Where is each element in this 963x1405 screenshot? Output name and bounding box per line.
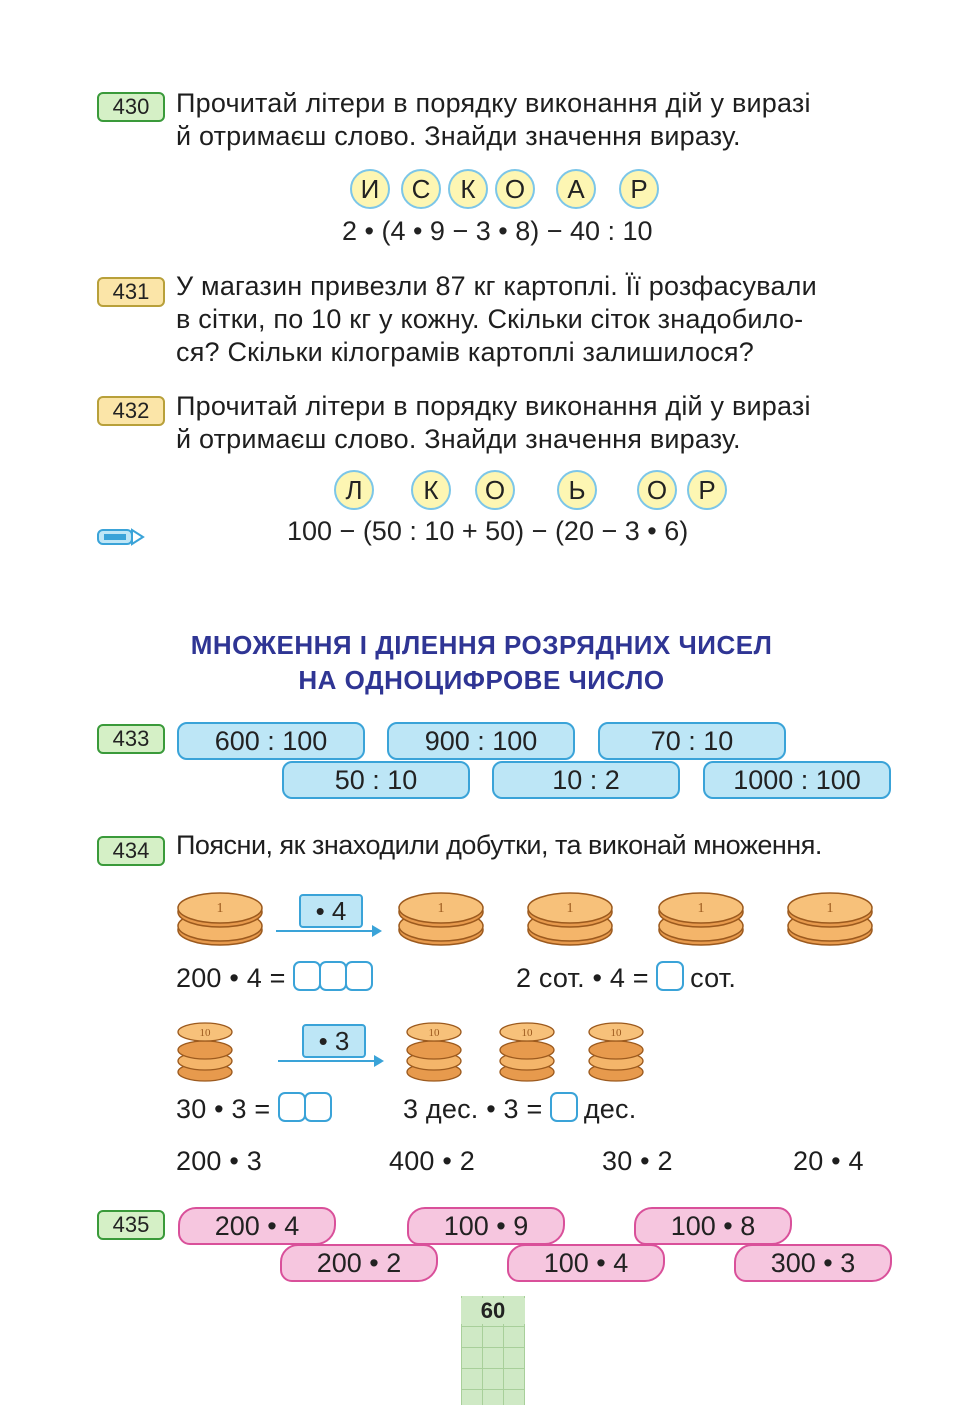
coin-stack-icon (526, 890, 616, 950)
answer-cell[interactable] (550, 1092, 578, 1122)
expression-box: 100 • 9 (407, 1207, 565, 1245)
expression-box: 100 • 8 (634, 1207, 792, 1245)
page-number: 60 (461, 1298, 525, 1324)
exercise-number-432: 432 (97, 396, 165, 426)
letter-circle: О (475, 470, 515, 510)
equation-2sot-x4 (516, 961, 736, 995)
unit-label: дес. (583, 1094, 637, 1124)
task-expression: 400 • 2 (389, 1146, 475, 1176)
unit-label: сот. (690, 963, 737, 993)
exercise-430-text-line2: й отримаєш слово. Знайди значення виразу. (176, 121, 741, 151)
svg-text:10: 10 (428, 1027, 440, 1039)
expression-box: 600 : 100 (177, 722, 365, 760)
equation-label: 200 • 4 = (176, 963, 286, 993)
letter-circle: Л (334, 470, 374, 510)
expression-box: 200 • 4 (178, 1207, 336, 1245)
arrow-icon (278, 1060, 382, 1062)
expression-box: 50 : 10 (282, 761, 470, 799)
coin-stack-icon (405, 1020, 465, 1082)
svg-text:10: 10 (521, 1027, 533, 1039)
letter-circle: Р (619, 169, 659, 209)
letter-circle: О (637, 470, 677, 510)
expression-box: 300 • 3 (734, 1244, 892, 1282)
task-expression: 20 • 4 (793, 1146, 864, 1176)
expression-box: 100 • 4 (507, 1244, 665, 1282)
exercise-431-text-line1: У магазин привезли 87 кг картоплі. Її розфасували (176, 271, 817, 301)
expression-box: 70 : 10 (598, 722, 786, 760)
equation-200x4 (176, 961, 371, 995)
svg-text:10: 10 (199, 1027, 211, 1039)
exercise-434-text: Поясни, як знаходили добутки, та виконай множення. (176, 830, 822, 860)
svg-text:1: 1 (437, 901, 445, 916)
exercise-432-text-line1: Прочитай літери в порядку виконання дій у виразі (176, 391, 811, 421)
exercise-number-430: 430 (97, 92, 165, 122)
exercise-432-expression: 100 − (50 : 10 + 50) − (20 − 3 • 6) (287, 516, 689, 546)
section-heading-line2: НА ОДНОЦИФРОВЕ ЧИСЛО (298, 665, 665, 695)
svg-text:1: 1 (826, 901, 834, 916)
exercise-number-431: 431 (97, 277, 165, 307)
svg-text:10: 10 (610, 1027, 622, 1039)
coin-stack-icon (176, 1020, 236, 1082)
expression-box: 200 • 2 (280, 1244, 438, 1282)
equation-label: 3 дес. • 3 = (403, 1094, 543, 1124)
svg-text:1: 1 (697, 901, 705, 916)
exercise-430-text-line1: Прочитай літери в порядку виконання дій у виразі (176, 88, 811, 118)
expression-box: 10 : 2 (492, 761, 680, 799)
equation-3des-x3 (403, 1092, 636, 1126)
answer-cell[interactable] (293, 961, 321, 991)
letter-circle: О (495, 169, 535, 209)
letter-circle: К (411, 470, 451, 510)
operator-box: • 3 (302, 1024, 366, 1058)
arrow-icon (276, 930, 380, 932)
svg-text:1: 1 (216, 901, 224, 916)
answer-cell[interactable] (278, 1092, 306, 1122)
answer-cell[interactable] (319, 961, 347, 991)
task-expression: 200 • 3 (176, 1146, 262, 1176)
letter-circle: С (401, 169, 441, 209)
answer-cell[interactable] (345, 961, 373, 991)
exercise-number-433: 433 (97, 724, 165, 754)
coin-stack-icon (786, 890, 876, 950)
answer-cell[interactable] (656, 961, 684, 991)
exercise-431-text-line3: ся? Скільки кілограмів картоплі залишилося? (176, 337, 754, 367)
operator-box: • 4 (299, 894, 363, 928)
letter-circle: Р (687, 470, 727, 510)
coin-stack-icon (498, 1020, 558, 1082)
coin-stack-icon (397, 890, 487, 950)
exercise-431-text-line2: в сітки, по 10 кг у кожну. Скільки сіток знадобило- (176, 304, 804, 334)
exercise-number-434: 434 (97, 836, 165, 866)
exercise-430-expression: 2 • (4 • 9 − 3 • 8) − 40 : 10 (342, 216, 653, 246)
svg-text:1: 1 (566, 901, 574, 916)
task-expression: 30 • 2 (602, 1146, 673, 1176)
section-heading-line1: МНОЖЕННЯ І ДІЛЕННЯ РОЗРЯДНИХ ЧИСЕЛ (190, 630, 773, 660)
expression-box: 1000 : 100 (703, 761, 891, 799)
coin-stack-icon (176, 890, 266, 950)
page-number-tab (461, 1296, 525, 1405)
letter-circle: К (448, 169, 488, 209)
coin-stack-icon (657, 890, 747, 950)
exercise-number-435: 435 (97, 1210, 165, 1240)
equation-label: 2 сот. • 4 = (516, 963, 649, 993)
answer-cell[interactable] (304, 1092, 332, 1122)
letter-circle: А (556, 169, 596, 209)
letter-circle: Ь (557, 470, 597, 510)
pencil-icon (96, 524, 146, 550)
letter-circle: И (350, 169, 390, 209)
equation-label: 30 • 3 = (176, 1094, 271, 1124)
exercise-432-text-line2: й отримаєш слово. Знайди значення виразу. (176, 424, 741, 454)
equation-30x3 (176, 1092, 330, 1126)
expression-box: 900 : 100 (387, 722, 575, 760)
coin-stack-icon (587, 1020, 647, 1082)
